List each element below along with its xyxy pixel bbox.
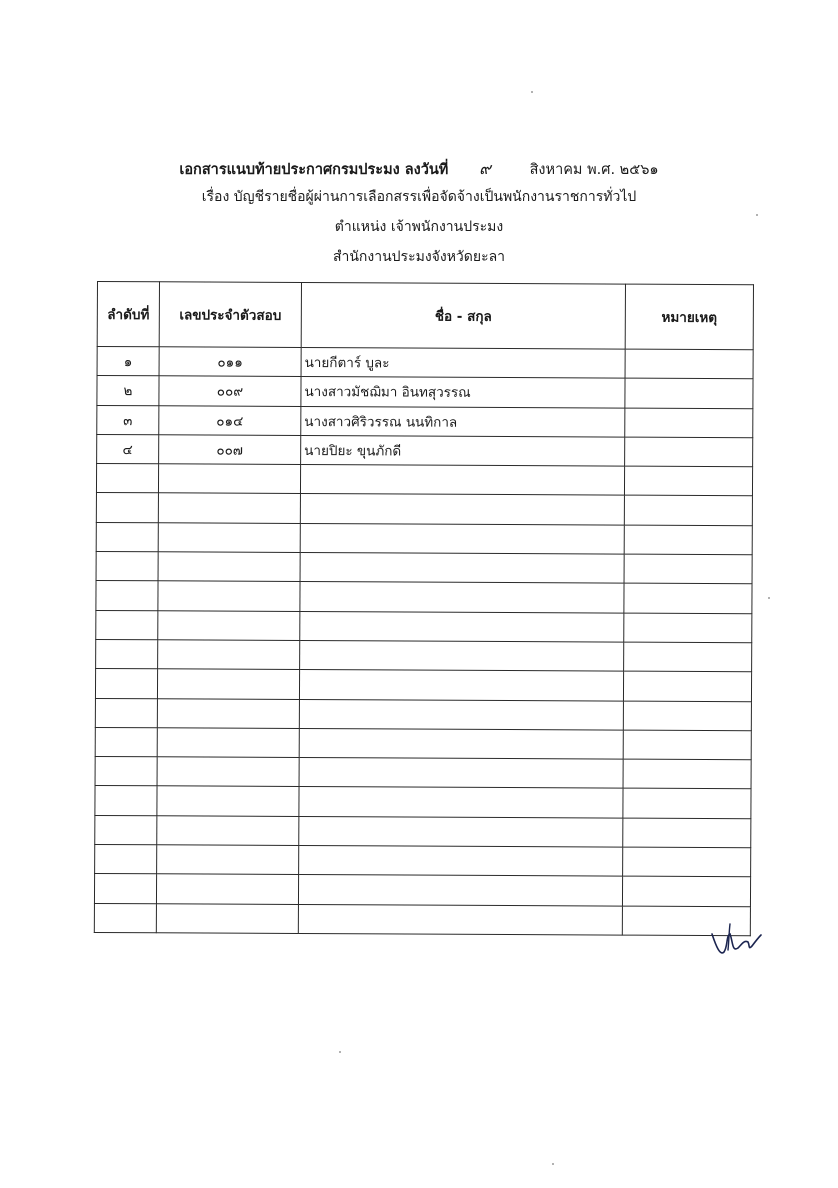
table-row xyxy=(96,610,752,643)
document-position: ตำแหน่ง เจ้าพนักงานประมง xyxy=(334,219,504,235)
cell-order xyxy=(95,786,157,816)
cell-exam-id xyxy=(158,552,300,582)
cell-order: ๒ xyxy=(97,376,159,406)
cell-order xyxy=(95,815,157,845)
cell-exam-id xyxy=(157,845,299,875)
cell-order xyxy=(96,464,158,494)
table-header-row xyxy=(97,282,753,350)
table-row xyxy=(95,815,751,848)
cell-remarks xyxy=(622,876,750,906)
cell-full-name xyxy=(300,465,624,496)
table-row xyxy=(95,845,751,878)
cell-full-name: นายกีตาร์ บูละ xyxy=(301,347,625,378)
cell-exam-id xyxy=(158,640,300,670)
cell-exam-id xyxy=(158,610,300,640)
cell-remarks xyxy=(624,613,752,643)
cell-exam-id xyxy=(158,523,300,553)
cell-exam-id xyxy=(158,581,300,611)
cell-remarks xyxy=(625,437,753,467)
document-day: ๙ xyxy=(479,159,491,178)
cell-remarks xyxy=(624,583,752,613)
cell-remarks xyxy=(623,789,751,819)
cell-exam-id: ๐๐๗ xyxy=(159,435,301,465)
scan-speck xyxy=(768,597,770,599)
cell-order: ๓ xyxy=(97,405,159,435)
cell-full-name xyxy=(299,670,623,701)
cell-exam-id: ๐๑๑ xyxy=(159,347,301,377)
table-row xyxy=(95,786,751,819)
table-row xyxy=(96,552,752,585)
cell-remarks xyxy=(623,671,751,701)
scan-speck xyxy=(339,1051,341,1053)
header-full-name: ชื่อ - สกุล xyxy=(301,282,625,349)
cell-remarks xyxy=(623,847,751,877)
cell-remarks xyxy=(624,496,752,526)
cell-exam-id: ๐๐๙ xyxy=(159,376,301,406)
document-title-line xyxy=(0,160,838,179)
candidate-table-wrapper xyxy=(94,281,753,942)
document-title: เอกสารแนบท้ายประกาศกรมประมง ลงวันที่ xyxy=(179,162,449,178)
cell-full-name xyxy=(299,758,623,789)
cell-full-name xyxy=(300,640,624,671)
document-month-year: สิงหาคม พ.ศ. ๒๕๖๑ xyxy=(529,162,659,178)
scan-speck xyxy=(552,1163,554,1165)
cell-order: ๔ xyxy=(97,434,159,464)
cell-order xyxy=(96,610,158,640)
cell-order xyxy=(95,698,157,728)
cell-exam-id: ๐๑๔ xyxy=(159,405,301,435)
cell-full-name: นายปิยะ ขุนภักดี xyxy=(301,435,625,466)
cell-order xyxy=(95,669,157,699)
scan-speck xyxy=(531,91,533,93)
cell-full-name xyxy=(298,904,622,935)
cell-remarks xyxy=(623,701,751,731)
cell-full-name xyxy=(299,699,623,730)
cell-order xyxy=(94,903,156,933)
cell-remarks xyxy=(625,408,753,438)
table-row xyxy=(96,639,752,672)
table-row xyxy=(96,464,752,497)
cell-full-name xyxy=(300,494,624,525)
signature-mark xyxy=(706,912,762,962)
cell-exam-id xyxy=(157,669,299,699)
cell-order xyxy=(95,845,157,875)
cell-remarks xyxy=(625,349,753,379)
cell-full-name xyxy=(298,875,622,906)
cell-order xyxy=(95,757,157,787)
cell-exam-id xyxy=(157,816,299,846)
cell-full-name: นางสาวมัชฌิมา อินทสุวรรณ xyxy=(301,377,625,408)
cell-full-name xyxy=(300,553,624,584)
table-row xyxy=(97,376,753,409)
cell-full-name xyxy=(300,611,624,642)
cell-full-name xyxy=(299,846,623,877)
cell-remarks xyxy=(625,378,753,408)
cell-exam-id xyxy=(157,786,299,816)
cell-order xyxy=(96,552,158,582)
cell-order xyxy=(94,874,156,904)
table-row xyxy=(97,434,753,467)
cell-exam-id xyxy=(157,757,299,787)
table-row xyxy=(95,669,751,702)
cell-exam-id xyxy=(156,874,298,904)
cell-remarks xyxy=(624,525,752,555)
table-row xyxy=(96,522,752,555)
cell-remarks xyxy=(623,759,751,789)
cell-remarks xyxy=(624,466,752,496)
document-office: สำนักงานประมงจังหวัดยะลา xyxy=(332,249,506,265)
cell-exam-id xyxy=(158,493,300,523)
cell-full-name xyxy=(299,787,623,818)
cell-exam-id xyxy=(157,728,299,758)
cell-exam-id xyxy=(158,464,300,494)
table-row xyxy=(95,727,751,760)
cell-exam-id xyxy=(157,698,299,728)
table-row xyxy=(97,347,753,380)
table-row xyxy=(94,874,750,907)
candidate-table xyxy=(94,281,754,936)
table-row xyxy=(97,405,753,438)
cell-full-name: นางสาวศิริวรรณ นนทิกาล xyxy=(301,406,625,437)
document-subject: เรื่อง บัญชีรายชื่อผู้ผ่านการเลือกสรรเพื่อจัดจ้างเป็นพนักงานราชการทั่วไป xyxy=(201,189,637,205)
cell-order xyxy=(96,639,158,669)
header-order: ลำดับที่ xyxy=(97,282,159,347)
scan-speck xyxy=(756,214,758,216)
cell-order xyxy=(95,727,157,757)
cell-remarks xyxy=(623,730,751,760)
cell-order xyxy=(96,522,158,552)
header-exam-id: เลขประจำตัวสอบ xyxy=(159,282,301,348)
cell-order xyxy=(96,581,158,611)
cell-full-name xyxy=(299,816,623,847)
table-row xyxy=(94,903,750,936)
table-row xyxy=(96,581,752,614)
cell-remarks xyxy=(624,554,752,584)
cell-remarks xyxy=(624,642,752,672)
table-row xyxy=(95,757,751,790)
cell-full-name xyxy=(300,582,624,613)
cell-order: ๑ xyxy=(97,347,159,377)
cell-full-name xyxy=(300,523,624,554)
cell-exam-id xyxy=(156,903,298,933)
header-remarks: หมายเหตุ xyxy=(625,284,753,350)
cell-remarks xyxy=(623,818,751,848)
table-row xyxy=(95,698,751,731)
cell-order xyxy=(96,493,158,523)
table-row xyxy=(96,493,752,526)
cell-full-name xyxy=(299,728,623,759)
